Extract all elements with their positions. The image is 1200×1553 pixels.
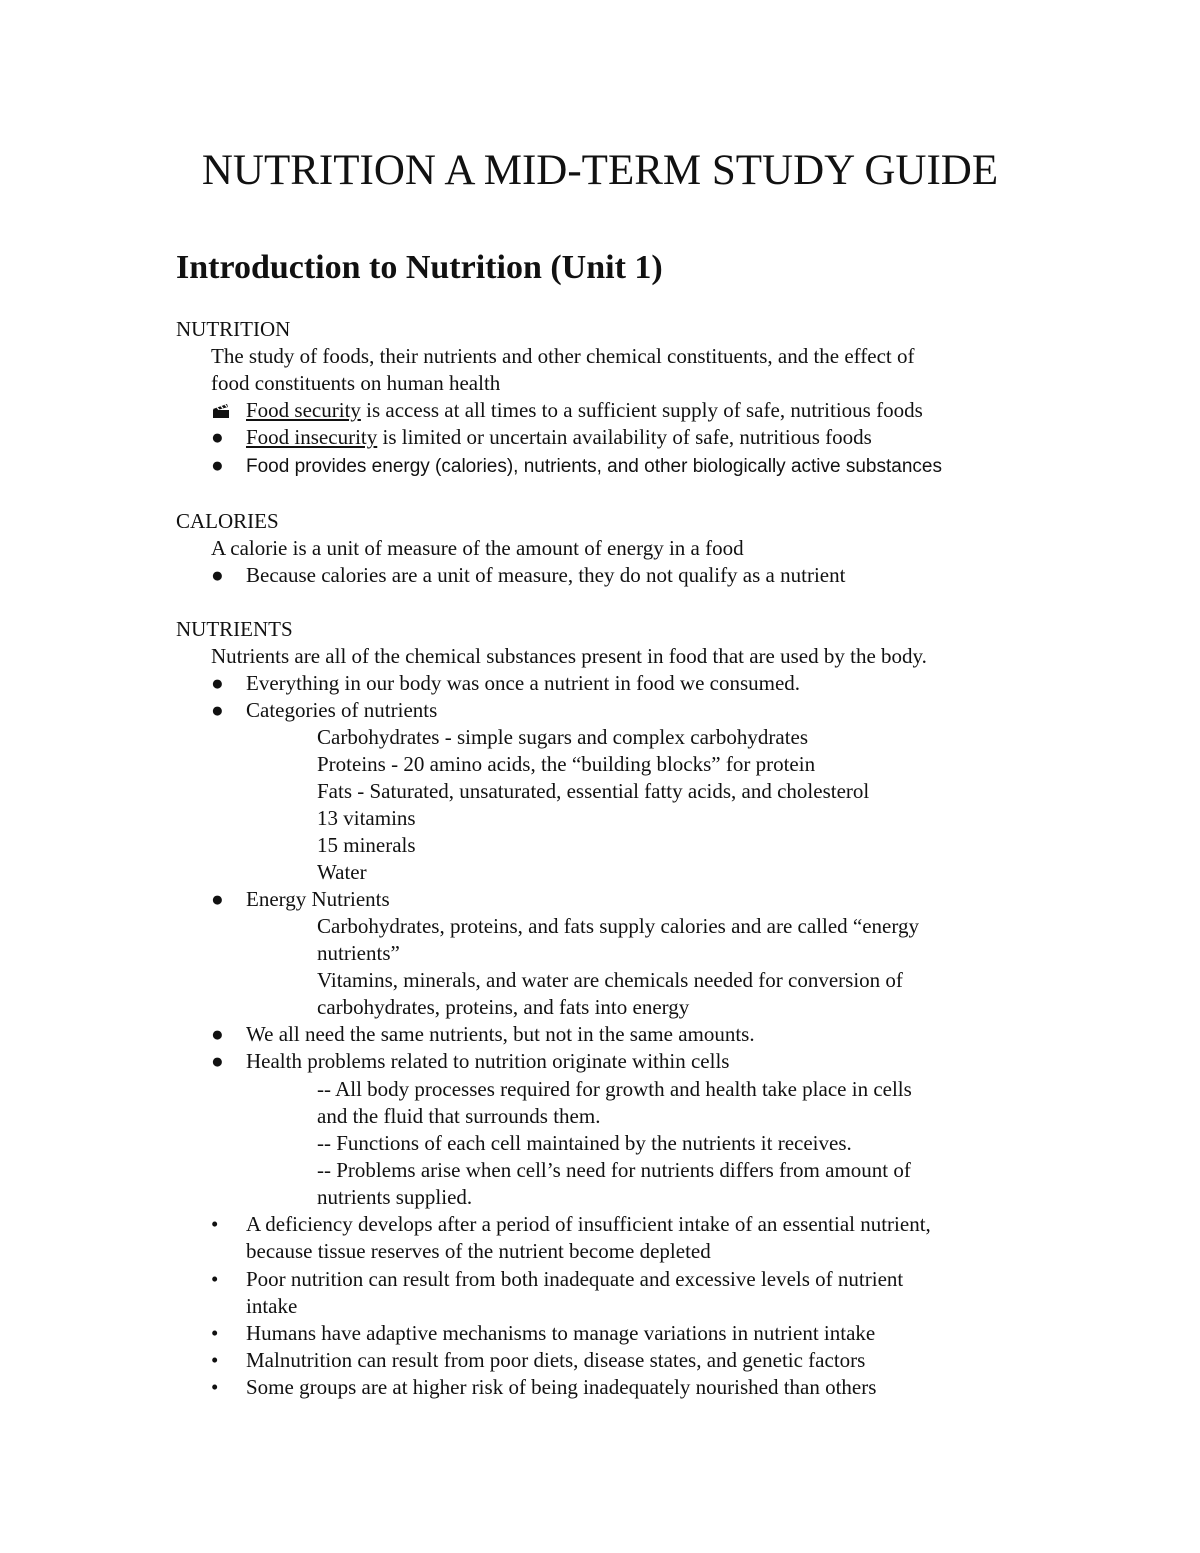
list-item-adaptive: Humans have adaptive mechanisms to manage variations in nutrient intake xyxy=(246,1321,876,1345)
cells-line: nutrients supplied. xyxy=(317,1185,473,1209)
list-item-health-problems: Health problems related to nutrition originate within cells xyxy=(246,1049,730,1073)
nutrition-definition-line-1: The study of foods, their nutrients and other chemical constituents, and the effect of xyxy=(211,344,915,368)
cells-line: and the fluid that surrounds them. xyxy=(317,1104,601,1128)
bullet-dot: ● xyxy=(211,671,224,695)
bullet-small: • xyxy=(211,1212,219,1236)
bullet-small: • xyxy=(211,1267,219,1291)
list-item-food-insecurity: Food insecurity is limited or uncertain availability of safe, nutritious foods xyxy=(246,425,872,449)
bullet-dot: ● xyxy=(211,563,224,587)
calories-definition: A calorie is a unit of measure of the amount of energy in a food xyxy=(211,536,744,560)
energy-line: carbohydrates, proteins, and fats into energy xyxy=(317,995,690,1019)
list-item-deficiency-line-2: because tissue reserves of the nutrient become depleted xyxy=(246,1239,711,1263)
cells-line: -- Problems arise when cell’s need for nutrients differs from amount of xyxy=(317,1158,911,1182)
section-heading-nutrition: NUTRITION xyxy=(176,317,291,341)
bullet-dot: ● xyxy=(211,1049,224,1073)
cells-line: -- All body processes required for growth and health take place in cells xyxy=(317,1077,912,1101)
list-item-higher-risk: Some groups are at higher risk of being inadequately nourished than others xyxy=(246,1375,877,1399)
category-line: 15 minerals xyxy=(317,833,416,857)
category-line: 13 vitamins xyxy=(317,806,416,830)
term-food-security: Food security xyxy=(246,398,361,422)
category-line: Carbohydrates - simple sugars and complex carbohydrates xyxy=(317,725,809,749)
bullet-small: • xyxy=(211,1348,219,1372)
list-item-same-nutrients: We all need the same nutrients, but not in the same amounts. xyxy=(246,1022,755,1046)
list-item-everything: Everything in our body was once a nutrient in food we consumed. xyxy=(246,671,801,695)
page-title: NUTRITION A MID-TERM STUDY GUIDE xyxy=(201,147,999,194)
category-line: Water xyxy=(317,860,367,884)
bullet-dot: ● xyxy=(211,698,224,722)
list-item-poor-nutrition-line-2: intake xyxy=(246,1294,298,1318)
category-line: Fats - Saturated, unsaturated, essential fatty acids, and cholesterol xyxy=(317,779,870,803)
list-item-food-security: Food security is access at all times to a sufficient supply of safe, nutritious foods xyxy=(246,398,923,422)
section-heading-calories: CALORIES xyxy=(176,509,279,533)
cells-line: -- Functions of each cell maintained by the nutrients it receives. xyxy=(317,1131,852,1155)
nutrition-definition-line-2: food constituents on human health xyxy=(211,371,501,395)
list-item-categories: Categories of nutrients xyxy=(246,698,438,722)
bullet-dot: ● xyxy=(211,1022,224,1046)
list-item-malnutrition: Malnutrition can result from poor diets, disease states, and genetic factors xyxy=(246,1348,866,1372)
unit-heading: Introduction to Nutrition (Unit 1) xyxy=(176,249,663,286)
list-item-energy-nutrients: Energy Nutrients xyxy=(246,887,390,911)
bullet-small: • xyxy=(211,1375,219,1399)
bullet-dot: ● xyxy=(211,425,224,449)
list-item-calories-measure: Because calories are a unit of measure, they do not qualify as a nutrient xyxy=(246,563,846,587)
list-item-food-provides: Food provides energy (calories), nutrients, and other biologically active substances xyxy=(246,456,942,477)
list-item-deficiency-line-1: A deficiency develops after a period of insufficient intake of an essential nutrient, xyxy=(246,1212,931,1236)
section-heading-nutrients: NUTRIENTS xyxy=(176,617,293,641)
energy-line: Vitamins, minerals, and water are chemicals needed for conversion of xyxy=(317,968,903,992)
term-food-insecurity: Food insecurity xyxy=(246,425,378,449)
category-line: Proteins - 20 amino acids, the “building blocks” for protein xyxy=(317,752,816,776)
bullet-dot: ● xyxy=(211,453,224,477)
list-item-poor-nutrition-line-1: Poor nutrition can result from both inadequate and excessive levels of nutrient xyxy=(246,1267,904,1291)
energy-line: nutrients” xyxy=(317,941,400,965)
nutrients-definition: Nutrients are all of the chemical substances present in food that are used by the body. xyxy=(211,644,927,668)
bullet-dot: ● xyxy=(211,887,224,911)
energy-line: Carbohydrates, proteins, and fats supply calories and are called “energy xyxy=(317,914,919,938)
bullet-small: • xyxy=(211,1321,219,1345)
